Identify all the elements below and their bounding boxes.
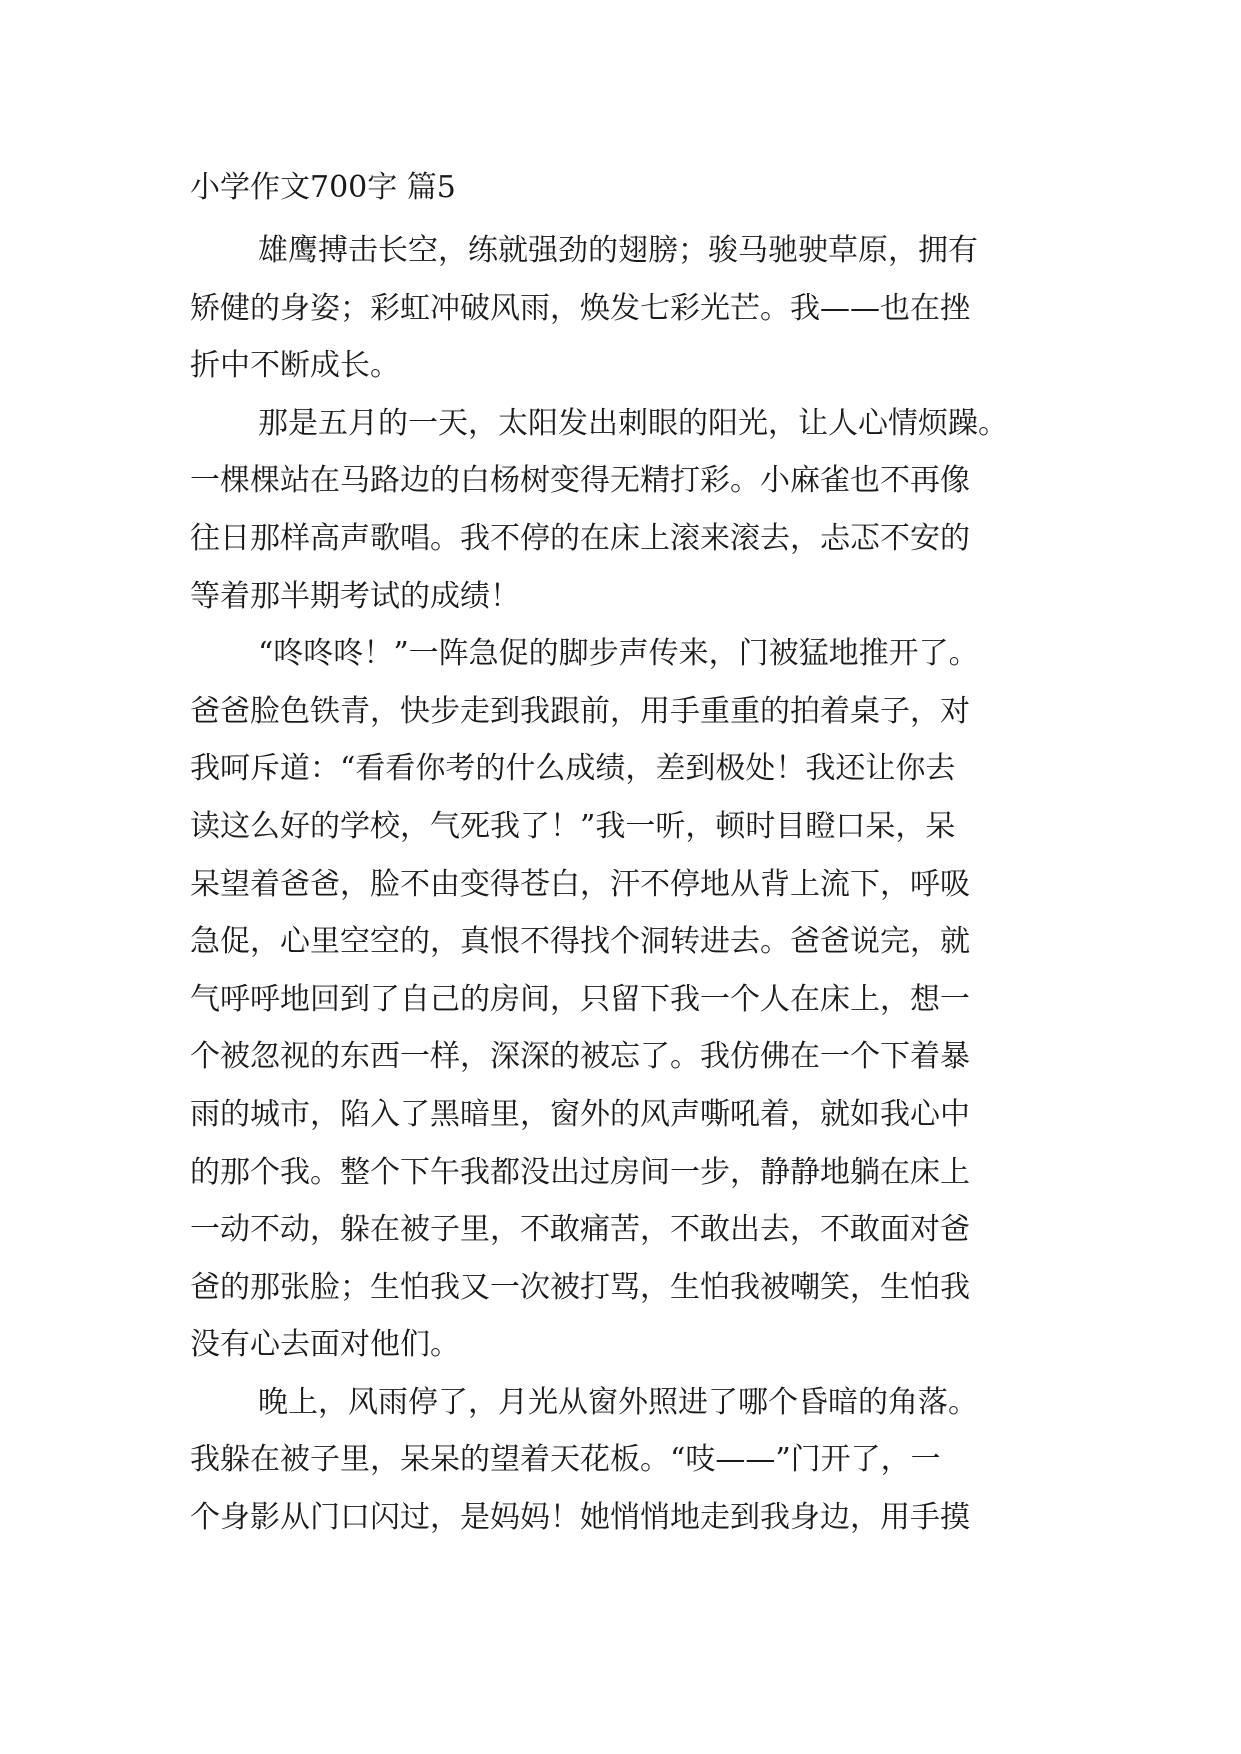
- text-line: 一动不动，躲在被子里，不敢痛苦，不敢出去，不敢面对爸: [190, 1212, 970, 1248]
- text-line: 往日那样高声歌唱。我不停的在床上滚来滚去，忐忑不安的: [190, 520, 970, 556]
- text-line: 气呼呼地回到了自己的房间，只留下我一个人在床上，想一: [190, 981, 970, 1017]
- paragraph: [190, 395, 1070, 625]
- text-line: 矫健的身姿；彩虹冲破风雨，焕发七彩光芒。我——也在挫: [190, 290, 970, 326]
- text-line: 雄鹰搏击长空，练就强劲的翅膀；骏马驰驶草原，拥有: [258, 233, 978, 268]
- text-line: 的那个我。整个下午我都没出过房间一步，静静地躺在床上: [190, 1154, 970, 1190]
- text-line: 晚上，风雨停了，月光从窗外照进了哪个昏暗的角落。: [258, 1384, 978, 1420]
- text-line: 个身影从门口闪过，是妈妈！她悄悄地走到我身边，用手摸: [190, 1500, 970, 1536]
- text-line: 一棵棵站在马路边的白杨树变得无精打彩。小麻雀也不再像: [190, 463, 970, 499]
- text-line: 等着那半期考试的成绩！: [190, 578, 520, 614]
- text-line: 那是五月的一天，太阳发出刺眼的阳光，让人心情烦躁。: [258, 405, 1008, 441]
- text-line: 读这么好的学校，气死我了！”我一听，顿时目瞪口呆，呆: [190, 808, 956, 844]
- essay-paragraphs: [190, 222, 1070, 1547]
- paragraph: [190, 222, 1070, 395]
- text-line: “咚咚咚！”一阵急促的脚步声传来，门被猛地推开了。: [258, 636, 979, 672]
- text-line: 个被忽视的东西一样，深深的被忘了。我仿佛在一个下着暴: [190, 1039, 970, 1075]
- text-line: 爸爸脸色铁青，快步走到我跟前，用手重重的拍着桌子，对: [190, 693, 970, 729]
- text-line: 爸的那张脸；生怕我又一次被打骂，生怕我被嘲笑，生怕我: [190, 1269, 970, 1305]
- text-line: 呆望着爸爸，脸不由变得苍白，汗不停地从背上流下，呼吸: [190, 866, 970, 902]
- text-line: 我呵斥道：“看看你考的什么成绩，差到极处！我还让你去: [190, 751, 956, 787]
- essay-title: 小学作文700字 篇5: [190, 170, 456, 205]
- text-line: 急促，心里空空的，真恨不得找个洞转进去。爸爸说完，就: [190, 924, 970, 960]
- essay-body: [190, 160, 1070, 1547]
- text-line: 我躲在被子里，呆呆的望着天花板。“吱——”门开了，一: [190, 1442, 941, 1478]
- paragraph: [190, 625, 1070, 1374]
- text-line: 折中不断成长。: [190, 348, 400, 384]
- text-line: 没有心去面对他们。: [190, 1327, 460, 1363]
- paragraph: [190, 1374, 1070, 1547]
- text-line: 雨的城市，陷入了黑暗里，窗外的风声嘶吼着，就如我心中: [190, 1096, 970, 1132]
